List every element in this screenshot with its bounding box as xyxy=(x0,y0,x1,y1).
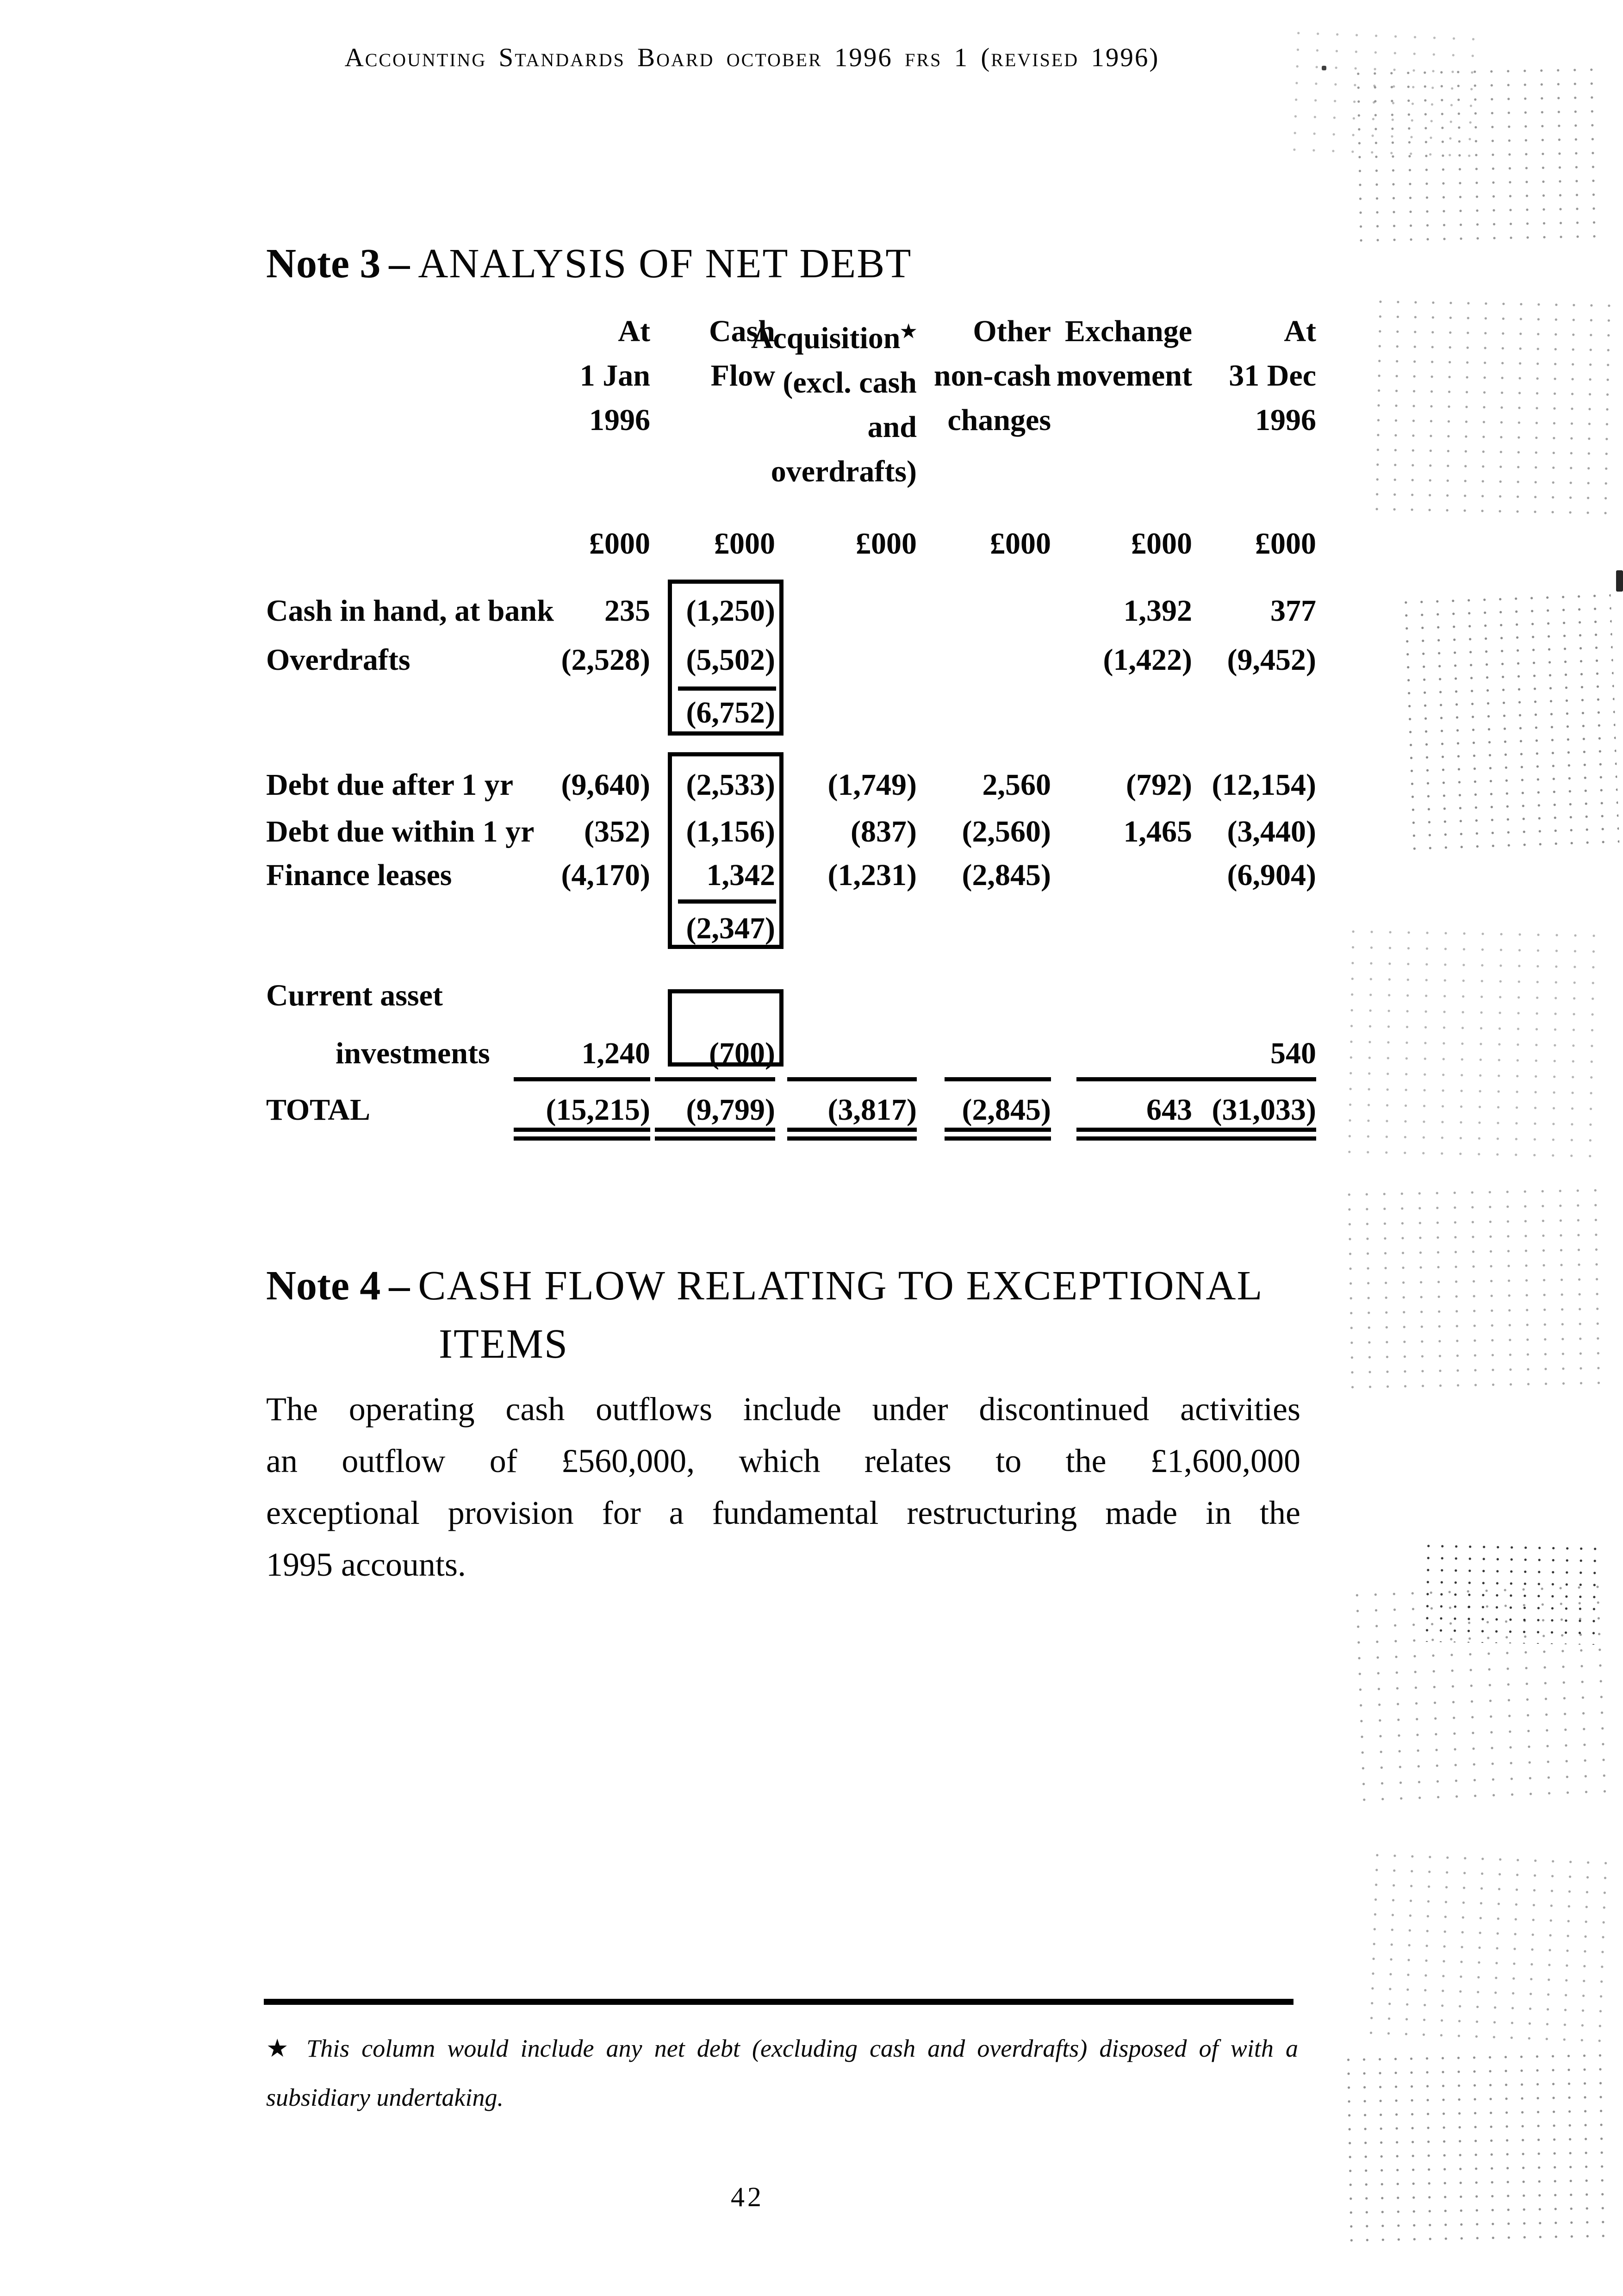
table-cell: 2,560 xyxy=(982,768,1051,802)
note3-dash: – xyxy=(389,241,410,287)
row-label: Debt due after 1 yr xyxy=(266,768,513,802)
table-cell: 1,392 xyxy=(1123,594,1192,628)
col-header-line: Cash xyxy=(709,314,775,348)
col-header-line: At xyxy=(1284,314,1316,348)
col-header-line: 1996 xyxy=(589,403,650,437)
note3-heading xyxy=(266,240,912,287)
col-header-line: Other xyxy=(973,314,1051,348)
total-double-rule xyxy=(514,1128,650,1141)
total-top-rule xyxy=(514,1077,650,1081)
table-cell: (9,799) xyxy=(686,1093,775,1127)
paragraph-line: 1995 accounts. xyxy=(266,1546,466,1583)
total-double-rule xyxy=(1175,1128,1316,1141)
note4-heading xyxy=(266,1262,1263,1310)
total-top-rule xyxy=(1175,1077,1316,1081)
row-label: Finance leases xyxy=(266,858,452,892)
unit-label: £000 xyxy=(1131,527,1192,561)
table-cell: 1,342 xyxy=(706,858,775,892)
table-cell: (2,845) xyxy=(962,1093,1051,1127)
col-header-acquisition xyxy=(751,309,917,494)
table-cell: (1,231) xyxy=(827,858,917,892)
col-header-line: and xyxy=(867,410,917,444)
scan-noise-patch xyxy=(1348,1578,1614,1809)
col-header-at-1-jan-1996 xyxy=(580,309,650,443)
col-header-at-31-dec-1996 xyxy=(1229,309,1316,443)
total-top-rule xyxy=(945,1077,1051,1081)
row-label: Overdrafts xyxy=(266,643,410,677)
subtotal-rule-1 xyxy=(678,686,776,691)
footnote-line: subsidiary undertaking. xyxy=(266,2084,504,2111)
row-label: investments xyxy=(336,1036,490,1070)
unit-label: £000 xyxy=(714,527,775,561)
note3-label: Note 3 xyxy=(266,241,381,287)
table-cell: (1,749) xyxy=(827,768,917,802)
table-cell: (2,560) xyxy=(962,815,1051,849)
total-top-rule xyxy=(787,1077,917,1081)
col-header-exchange-movement xyxy=(1057,309,1192,398)
table-cell: (9,640) xyxy=(561,768,650,802)
col-header-line: movement xyxy=(1056,359,1192,393)
scan-noise-patch xyxy=(1368,294,1612,520)
unit-label: £000 xyxy=(589,527,650,561)
table-cell: (837) xyxy=(851,815,917,849)
table-cell: (9,452) xyxy=(1227,643,1316,677)
subtotal-cell: (6,752) xyxy=(686,696,775,730)
table-cell: (2,528) xyxy=(561,643,650,677)
unit-label: £000 xyxy=(856,527,917,561)
table-cell: (3,440) xyxy=(1227,815,1316,849)
total-double-rule xyxy=(945,1128,1051,1141)
scan-noise-patch xyxy=(1340,923,1604,1160)
scan-noise-patch xyxy=(1340,2048,1612,2252)
table-cell: (1,250) xyxy=(686,594,775,628)
col-header-line: non-cash xyxy=(933,359,1051,393)
table-cell: (31,033) xyxy=(1212,1093,1316,1127)
col-header-line: (excl. cash xyxy=(783,366,917,399)
note4-label: Note 4 xyxy=(266,1263,381,1309)
paragraph-line: exceptional provision for a fundamental restructuring made in the xyxy=(266,1494,1300,1531)
subtotal-cell: (2,347) xyxy=(686,911,775,945)
scan-noise-patch xyxy=(1340,1183,1612,1400)
paragraph-line: The operating cash outflows include under discontinued activities xyxy=(266,1391,1300,1428)
col-header-line: 1996 xyxy=(1255,403,1316,437)
table-cell: (700) xyxy=(709,1036,775,1070)
table-cell: (2,533) xyxy=(686,768,775,802)
total-top-rule xyxy=(655,1077,775,1081)
table-cell: 1,240 xyxy=(581,1036,650,1070)
col-header-line: overdrafts) xyxy=(771,455,917,488)
table-cell: (15,215) xyxy=(546,1093,650,1127)
footnote-text: This column would include any net debt (excluding cash and overdrafts) disposed of with a xyxy=(306,2034,1298,2062)
subtotal-rule-2 xyxy=(678,899,776,904)
col-header-line: changes xyxy=(947,403,1051,437)
table-cell: (5,502) xyxy=(686,643,775,677)
running-header: Accounting Standards Board october 1996 frs 1 (revised 1996) xyxy=(344,43,1160,72)
note4-title-line1: CASH FLOW RELATING TO EXCEPTIONAL xyxy=(418,1263,1263,1309)
table-cell: (6,904) xyxy=(1227,858,1316,892)
table-cell: 540 xyxy=(1270,1036,1316,1070)
total-double-rule xyxy=(655,1128,775,1141)
unit-label: £000 xyxy=(1255,527,1316,561)
total-double-rule xyxy=(787,1128,917,1141)
table-cell: (2,845) xyxy=(962,858,1051,892)
table-cell: (12,154) xyxy=(1212,768,1316,802)
table-cell: (352) xyxy=(584,815,650,849)
row-label: Current asset xyxy=(266,979,443,1012)
table-cell: (3,817) xyxy=(827,1093,917,1127)
row-label-total: TOTAL xyxy=(266,1093,370,1127)
scan-noise-patch xyxy=(1350,62,1603,252)
col-header-line: At xyxy=(618,314,650,348)
scan-artifact-edge xyxy=(1616,570,1623,592)
note4-dash: – xyxy=(389,1263,410,1309)
scan-noise-patch xyxy=(1362,1847,1609,2050)
row-label: Cash in hand, at bank xyxy=(266,594,554,628)
table-cell: (1,156) xyxy=(686,815,775,849)
col-header-line: 31 Dec xyxy=(1229,359,1316,393)
page-number: 42 xyxy=(731,2182,764,2212)
table-cell: 643 xyxy=(1146,1093,1192,1127)
footnote-star-icon: ★ xyxy=(900,321,917,342)
table-cell: (1,422) xyxy=(1103,643,1192,677)
table-cell: 1,465 xyxy=(1123,815,1192,849)
acquisition-word: Acquisition xyxy=(751,321,901,355)
table-cell: (792) xyxy=(1126,768,1192,802)
footnote-star-icon: ★ xyxy=(266,2034,295,2062)
col-header-line: Exchange xyxy=(1064,314,1192,348)
col-header-line: Flow xyxy=(710,359,775,393)
col-header-other-non-cash xyxy=(934,309,1051,443)
col-header-line: 1 Jan xyxy=(579,359,650,393)
paragraph-line: an outflow of £560,000, which relates to the £1,600,000 xyxy=(266,1442,1300,1479)
table-cell: 235 xyxy=(604,594,650,628)
footnote-rule xyxy=(264,1999,1293,2005)
table-cell: (4,170) xyxy=(561,858,650,892)
note3-title: ANALYSIS OF NET DEBT xyxy=(418,241,912,287)
footnote-line xyxy=(266,2024,1298,2073)
footnote xyxy=(266,2024,1298,2122)
unit-label: £000 xyxy=(990,527,1051,561)
note4-title-line2: ITEMS xyxy=(439,1321,568,1367)
col-header-line xyxy=(751,309,917,361)
table-cell: 377 xyxy=(1270,594,1316,628)
body-paragraph xyxy=(266,1383,1300,1591)
row-label: Debt due within 1 yr xyxy=(266,815,535,849)
scan-noise-patch xyxy=(1398,589,1619,855)
